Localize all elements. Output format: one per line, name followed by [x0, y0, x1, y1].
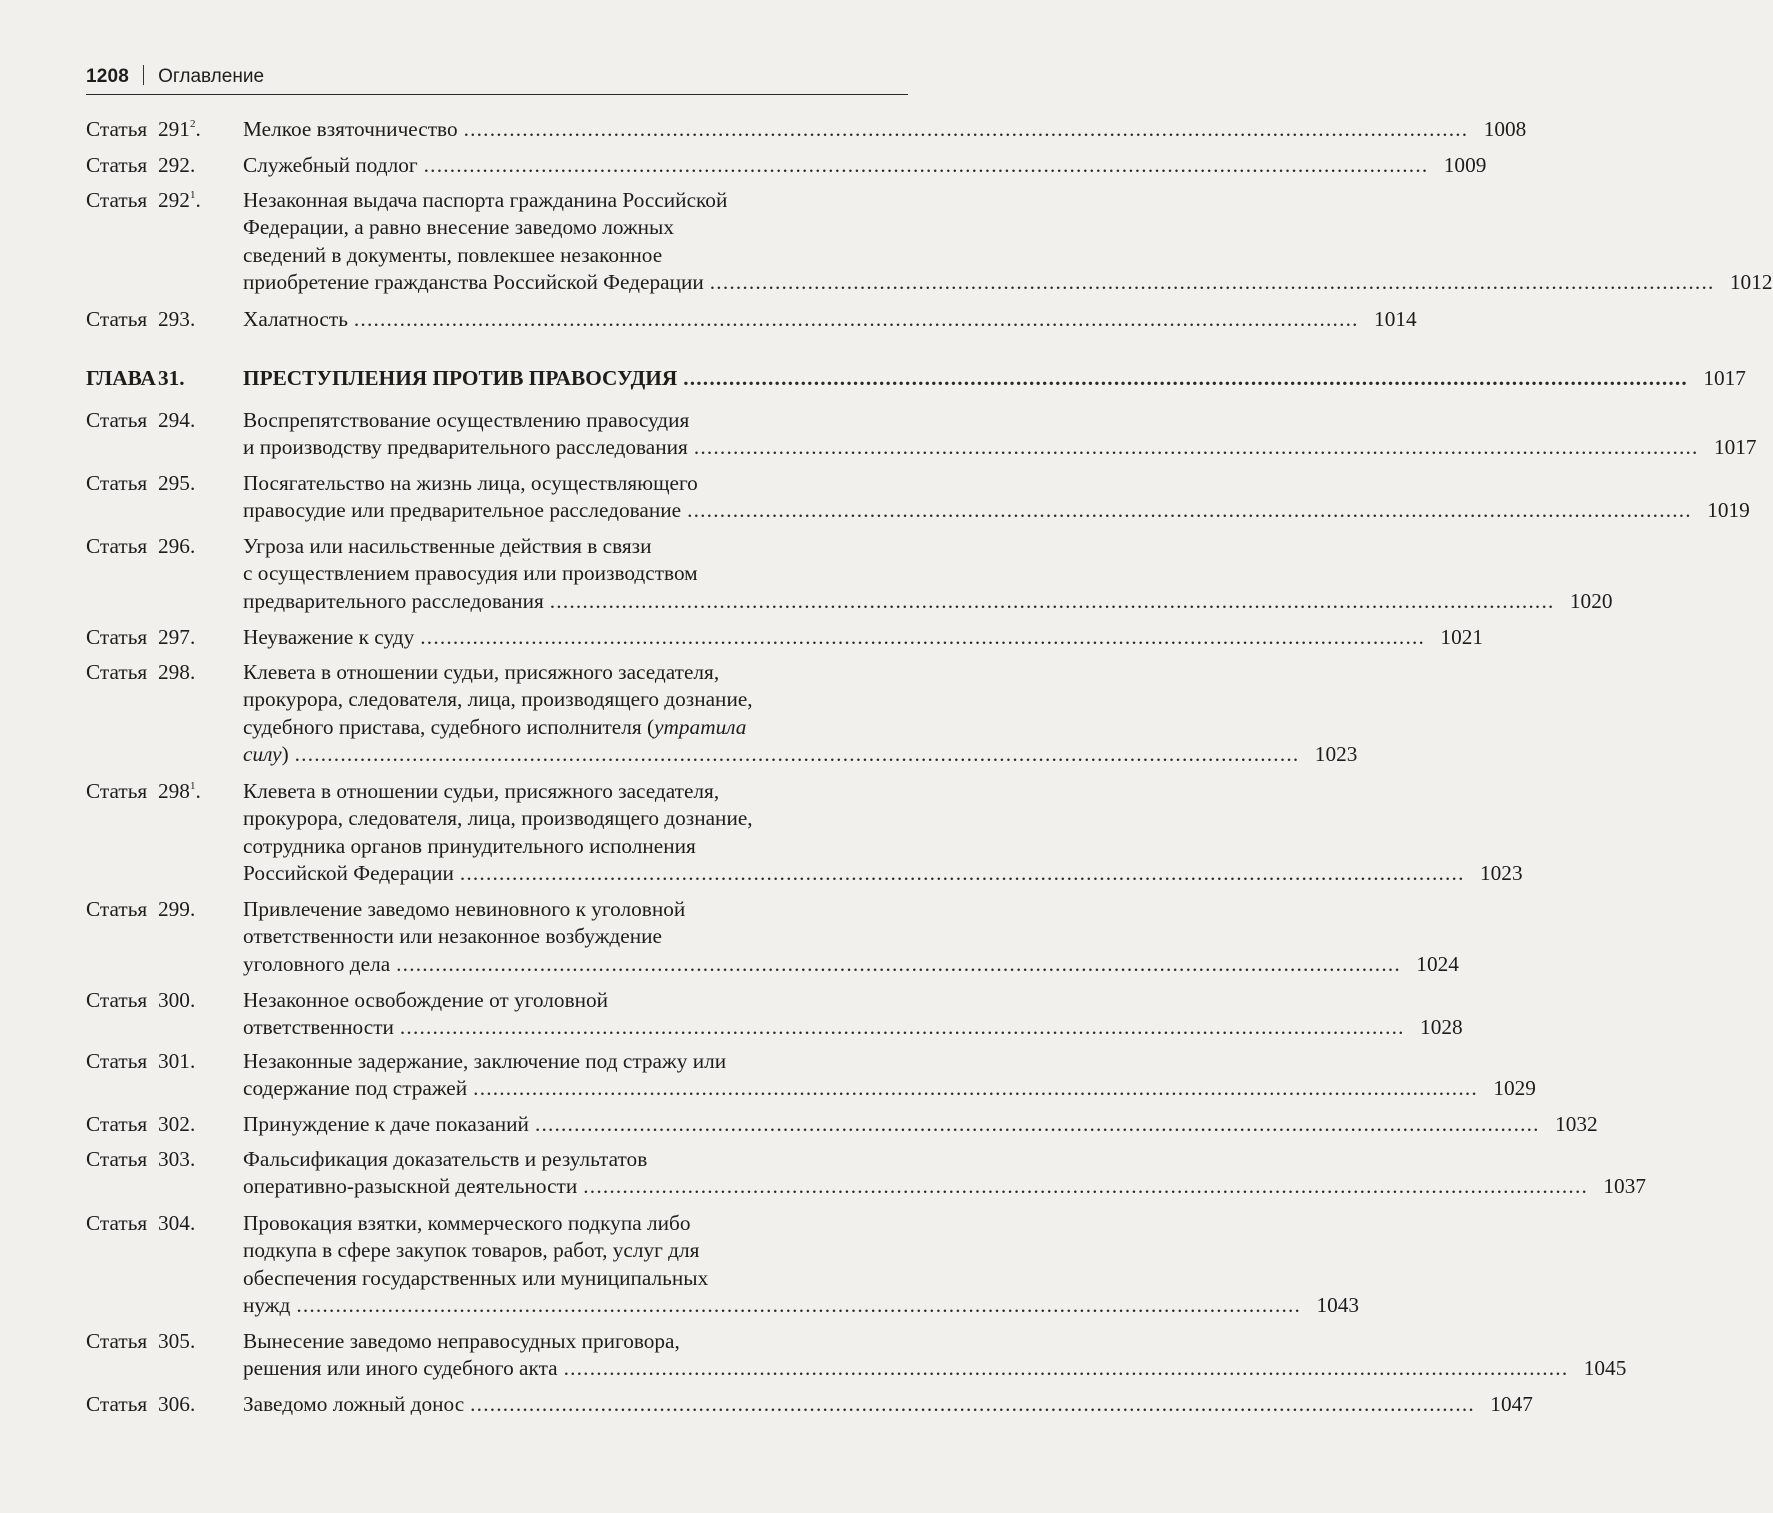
entry-number-dot: .: [189, 153, 196, 177]
entry-keyword: Статья: [86, 1049, 148, 1073]
entry-keyword: Статья: [86, 1147, 148, 1171]
entry-keyword: Статья: [86, 1112, 148, 1136]
toc-entry[interactable]: [86, 1328, 1627, 1383]
dot-leader: ..........................................................................................................................................................: [399, 1015, 1405, 1040]
entry-body: [243, 152, 1486, 179]
page-ref: 1020: [1569, 588, 1613, 613]
entry-title-line: ПРЕСТУПЛЕНИЯ ПРОТИВ ПРАВОСУДИЯ: [243, 366, 678, 390]
toc-entry[interactable]: [86, 1146, 1646, 1201]
entry-title-line: Провокация взятки, коммерческого подкупа либо: [243, 1211, 691, 1235]
entry-title-line: судебного пристава, судебного исполнителя (утратила: [243, 714, 747, 739]
toc-entry[interactable]: [86, 116, 1527, 143]
entry-keyword: Статья: [86, 897, 148, 921]
entry-body: [243, 987, 1463, 1042]
entry-label: [86, 896, 243, 978]
entry-number-dot: .: [189, 471, 196, 495]
entry-number-dot: .: [189, 1211, 196, 1235]
toc-entry[interactable]: [86, 306, 1417, 333]
dot-leader: ..........................................................................................................................................................: [473, 1076, 1478, 1101]
entry-body: [243, 1328, 1626, 1383]
dot-leader: ..........................................................................................................................................................: [583, 1174, 1588, 1199]
entry-last-line: [243, 1014, 1463, 1041]
toc-entry[interactable]: [86, 778, 1523, 888]
entry-last-line: [243, 1292, 1359, 1319]
entry-title-line: уголовного дела: [243, 951, 391, 976]
dot-leader: ..........................................................................................................................................................: [294, 742, 1300, 767]
toc-entry[interactable]: [86, 987, 1463, 1042]
entry-keyword: Статья: [86, 471, 148, 495]
page-ref: 1009: [1443, 153, 1487, 177]
entry-title-line: предварительного расследования: [243, 588, 544, 613]
page-ref: 1028: [1420, 1015, 1463, 1040]
entry-number: 292: [158, 153, 190, 177]
entry-body: [243, 306, 1417, 333]
entry-number: 301: [158, 1049, 190, 1073]
entry-keyword: Статья: [86, 988, 148, 1012]
entry-title-line: Незаконная выдача паспорта гражданина Российской: [243, 188, 728, 212]
entry-number-dot: .: [189, 660, 196, 684]
toc-entry[interactable]: [86, 407, 1757, 462]
entry-title-line: прокурора, следователя, лица, производящего дознание,: [243, 806, 753, 831]
toc-entry[interactable]: [86, 1210, 1360, 1320]
entry-title-line: сведений в документы, повлекшее незаконное: [243, 242, 663, 267]
entry-last-line: [243, 116, 1526, 143]
entry-keyword: Статья: [86, 779, 148, 803]
entry-title-line: Мелкое взяточничество: [243, 117, 458, 141]
page-ref: 1023: [1480, 861, 1523, 886]
entry-last-line: [243, 588, 1613, 615]
entry-number-dot: .: [195, 117, 201, 141]
entry-number: 294: [158, 408, 190, 432]
entry-keyword: Статья: [86, 625, 148, 649]
entry-title-line: Воспрепятствование осуществлению правосудия: [243, 408, 690, 432]
entry-number: 292: [158, 188, 190, 212]
entry-last-line: [243, 306, 1417, 333]
entry-last-line: [243, 269, 1773, 296]
entry-last-line: [243, 951, 1459, 978]
dot-leader: ..........................................................................................................................................................: [463, 117, 1469, 141]
entry-keyword: ГЛАВА: [86, 366, 156, 390]
entry-number: 293: [158, 307, 190, 331]
dot-leader: ..........................................................................................................................................................: [420, 625, 1426, 649]
entry-title-line: Федерации, а равно внесение заведомо ложных: [243, 215, 675, 240]
entry-body: [243, 1210, 1359, 1320]
entry-label: [86, 407, 243, 462]
page-ref: 1024: [1416, 951, 1459, 976]
entry-label: [86, 1146, 243, 1201]
entry-last-line: [243, 1391, 1533, 1418]
dot-leader: ..........................................................................................................................................................: [423, 153, 1429, 177]
entry-last-line: [243, 1173, 1646, 1200]
entry-keyword: Статья: [86, 660, 148, 684]
entry-title-line: нужд: [243, 1293, 291, 1318]
entry-title-line: и производству предварительного расследования: [243, 435, 688, 460]
entry-number: 299: [158, 897, 190, 921]
entry-label: [86, 987, 243, 1042]
toc-entry[interactable]: [86, 187, 1773, 297]
entry-label: [86, 1210, 243, 1320]
entry-number: 298: [158, 779, 190, 803]
entry-body: [243, 533, 1613, 615]
entry-keyword: Статья: [86, 408, 148, 432]
entry-number: 296: [158, 534, 190, 558]
dot-leader: ..........................................................................................................................................................: [459, 861, 1465, 886]
entry-title-line: Вынесение заведомо неправосудных приговора,: [243, 1329, 680, 1353]
page-ref: 1023: [1314, 742, 1358, 767]
entry-body: [243, 116, 1526, 143]
dot-leader: ..........................................................................................................................................................: [683, 366, 1688, 390]
entry-title-line: Незаконное освобождение от уголовной: [243, 988, 609, 1012]
entry-title-line: Принуждение к даче показаний: [243, 1112, 529, 1136]
entry-title-line: обеспечения государственных или муниципальных: [243, 1265, 709, 1290]
entry-body: [243, 365, 1746, 392]
page-ref: 1045: [1583, 1356, 1627, 1381]
dot-leader: ..........................................................................................................................................................: [563, 1356, 1569, 1381]
entry-label: [86, 470, 243, 525]
toc-entry[interactable]: [86, 659, 1358, 769]
toc-entry[interactable]: [86, 624, 1484, 651]
entry-number-dot: .: [189, 307, 196, 331]
entry-number-dot: .: [189, 1112, 196, 1136]
page-ref: 1014: [1374, 307, 1417, 331]
entry-keyword: Статья: [86, 1211, 148, 1235]
entry-title-line: Фальсификация доказательств и результатов: [243, 1147, 648, 1171]
entry-label: [86, 533, 243, 615]
dot-leader: ..........................................................................................................................................................: [296, 1293, 1302, 1318]
entry-title-line: подкупа в сфере закупок товаров, работ, услуг для: [243, 1238, 700, 1263]
entry-label: [86, 306, 243, 333]
page-number: 1208: [86, 66, 130, 87]
entry-title-line: сотрудника органов принудительного исполнения: [243, 833, 696, 858]
entry-title-line: оперативно-разыскной деятельности: [243, 1174, 578, 1199]
entry-number-dot: .: [189, 1392, 196, 1416]
entry-title-line: Привлечение заведомо невиновного к уголовной: [243, 897, 686, 921]
entry-title-line: Посягательство на жизнь лица, осуществляющего: [243, 471, 698, 495]
entry-last-line: [243, 434, 1757, 461]
entry-last-line: [243, 1355, 1626, 1382]
entry-title-line: Служебный подлог: [243, 153, 418, 177]
toc-entry[interactable]: [86, 533, 1613, 615]
entry-number: 305: [158, 1329, 190, 1353]
page-ref: 1029: [1493, 1076, 1536, 1101]
page-ref: 1037: [1603, 1174, 1646, 1199]
dot-leader: ..........................................................................................................................................................: [709, 270, 1715, 295]
entry-number-dot: .: [189, 534, 196, 558]
entry-last-line: [243, 152, 1486, 179]
entry-title-line: содержание под стражей: [243, 1076, 468, 1101]
entry-number: 31: [158, 366, 180, 390]
header-separator: [143, 65, 144, 85]
entry-keyword: Статья: [86, 1392, 148, 1416]
entry-title-line: Российской Федерации: [243, 861, 454, 886]
entry-title-line: правосудие или предварительное расследование: [243, 498, 682, 523]
entry-keyword: Статья: [86, 1329, 148, 1353]
entry-body: [243, 407, 1757, 462]
entry-last-line: [243, 624, 1483, 651]
entry-body: [243, 470, 1750, 525]
entry-keyword: Статья: [86, 153, 148, 177]
page-ref: 1021: [1440, 625, 1484, 649]
entry-body: [243, 187, 1773, 297]
entry-number-dot: .: [195, 779, 201, 803]
dot-leader: ..........................................................................................................................................................: [687, 498, 1692, 523]
dot-leader: ..........................................................................................................................................................: [693, 435, 1699, 460]
entry-title-line: Клевета в отношении судьи, присяжного заседателя,: [243, 660, 720, 684]
entry-title-line: Заведомо ложный донос: [243, 1392, 465, 1416]
entry-last-line: [243, 497, 1750, 524]
entry-label: [86, 187, 243, 297]
entry-label: [86, 1328, 243, 1383]
entry-label: [86, 624, 243, 651]
page-ref: 1032: [1555, 1112, 1598, 1136]
entry-number: 298: [158, 660, 190, 684]
dot-leader: ..........................................................................................................................................................: [396, 951, 1401, 976]
status-note: силу: [243, 742, 282, 767]
entry-last-line: [243, 365, 1746, 392]
entry-body: [243, 1146, 1646, 1201]
entry-title-line: прокурора, следователя, лица, производящего дознание,: [243, 687, 753, 712]
entry-number: 295: [158, 471, 190, 495]
entry-title-line: с осуществлением правосудия или производством: [243, 561, 698, 586]
toc-chapter[interactable]: [86, 365, 1746, 392]
entry-title-line: ответственности: [243, 1015, 394, 1040]
dot-leader: ..........................................................................................................................................................: [534, 1112, 1540, 1136]
entry-number-dot: .: [179, 366, 185, 390]
entry-number: 297: [158, 625, 190, 649]
entry-number-dot: .: [189, 625, 196, 649]
page-ref: 1012: [1729, 270, 1773, 295]
entry-body: [243, 1391, 1533, 1418]
entry-label: [86, 1048, 243, 1103]
dot-leader: ..........................................................................................................................................................: [470, 1392, 1475, 1416]
entry-number-dot: .: [189, 1329, 196, 1353]
dot-leader: ..........................................................................................................................................................: [549, 588, 1555, 613]
entry-label: [86, 1391, 243, 1418]
entry-number: 300: [158, 988, 190, 1012]
entry-number: 304: [158, 1211, 190, 1235]
entry-number: 306: [158, 1392, 190, 1416]
toc-entry[interactable]: [86, 470, 1750, 525]
entry-number-dot: .: [189, 897, 196, 921]
entry-last-line: [243, 860, 1523, 887]
entry-keyword: Статья: [86, 307, 148, 331]
toc-entry[interactable]: [86, 152, 1487, 179]
entry-number-dot: .: [189, 1147, 196, 1171]
entry-body: [243, 1048, 1536, 1103]
entry-title-line: силу): [243, 742, 289, 767]
entry-title-line: решения или иного судебного акта: [243, 1356, 558, 1381]
page-header: [86, 62, 908, 95]
page-ref: 1017: [1713, 435, 1757, 460]
page-ref: 1043: [1316, 1293, 1360, 1318]
entry-keyword: Статья: [86, 117, 148, 141]
toc-entry[interactable]: [86, 1111, 1598, 1138]
entry-title-line: приобретение гражданства Российской Федерации: [243, 270, 704, 295]
entry-keyword: Статья: [86, 534, 148, 558]
entry-body: [243, 624, 1483, 651]
page-ref: 1017: [1703, 366, 1746, 390]
entry-number: 291: [158, 117, 190, 141]
toc-entry[interactable]: [86, 1391, 1533, 1418]
entry-number-dot: .: [195, 188, 201, 212]
entry-label: [86, 659, 243, 769]
entry-title-line: Халатность: [243, 307, 348, 331]
page-ref: 1047: [1490, 1392, 1533, 1416]
entry-body: [243, 778, 1523, 888]
entry-last-line: [243, 741, 1357, 768]
entry-body: [243, 896, 1459, 978]
running-title: Оглавление: [158, 66, 265, 87]
entry-number-dot: .: [189, 1049, 196, 1073]
entry-title-line: Клевета в отношении судьи, присяжного заседателя,: [243, 779, 720, 803]
entry-number-dot: .: [189, 988, 196, 1012]
entry-title-line: Угроза или насильственные действия в связи: [243, 534, 652, 558]
entry-number: 303: [158, 1147, 190, 1171]
entry-label: [86, 152, 243, 179]
entry-keyword: Статья: [86, 188, 148, 212]
toc-entry[interactable]: [86, 1048, 1536, 1103]
entry-label: [86, 116, 243, 143]
entry-number: 302: [158, 1112, 190, 1136]
entry-label: [86, 365, 243, 392]
entry-number-dot: .: [189, 408, 196, 432]
toc-entry[interactable]: [86, 896, 1459, 978]
entry-body: [243, 659, 1357, 769]
page-ref: 1008: [1483, 117, 1527, 141]
entry-last-line: [243, 1075, 1536, 1102]
entry-body: [243, 1111, 1598, 1138]
status-note: утратила: [654, 714, 747, 739]
entry-superscript: 1: [189, 780, 196, 792]
entry-superscript: 2: [189, 118, 196, 130]
entry-label: [86, 778, 243, 888]
entry-title-line: Незаконные задержание, заключение под стражу или: [243, 1049, 727, 1073]
entry-title-line: Неуважение к суду: [243, 625, 415, 649]
dot-leader: ..........................................................................................................................................................: [353, 307, 1359, 331]
page-ref: 1019: [1707, 498, 1750, 523]
entry-label: [86, 1111, 243, 1138]
entry-superscript: 1: [189, 189, 196, 201]
entry-title-line: ответственности или незаконное возбуждение: [243, 924, 662, 949]
entry-last-line: [243, 1111, 1598, 1138]
